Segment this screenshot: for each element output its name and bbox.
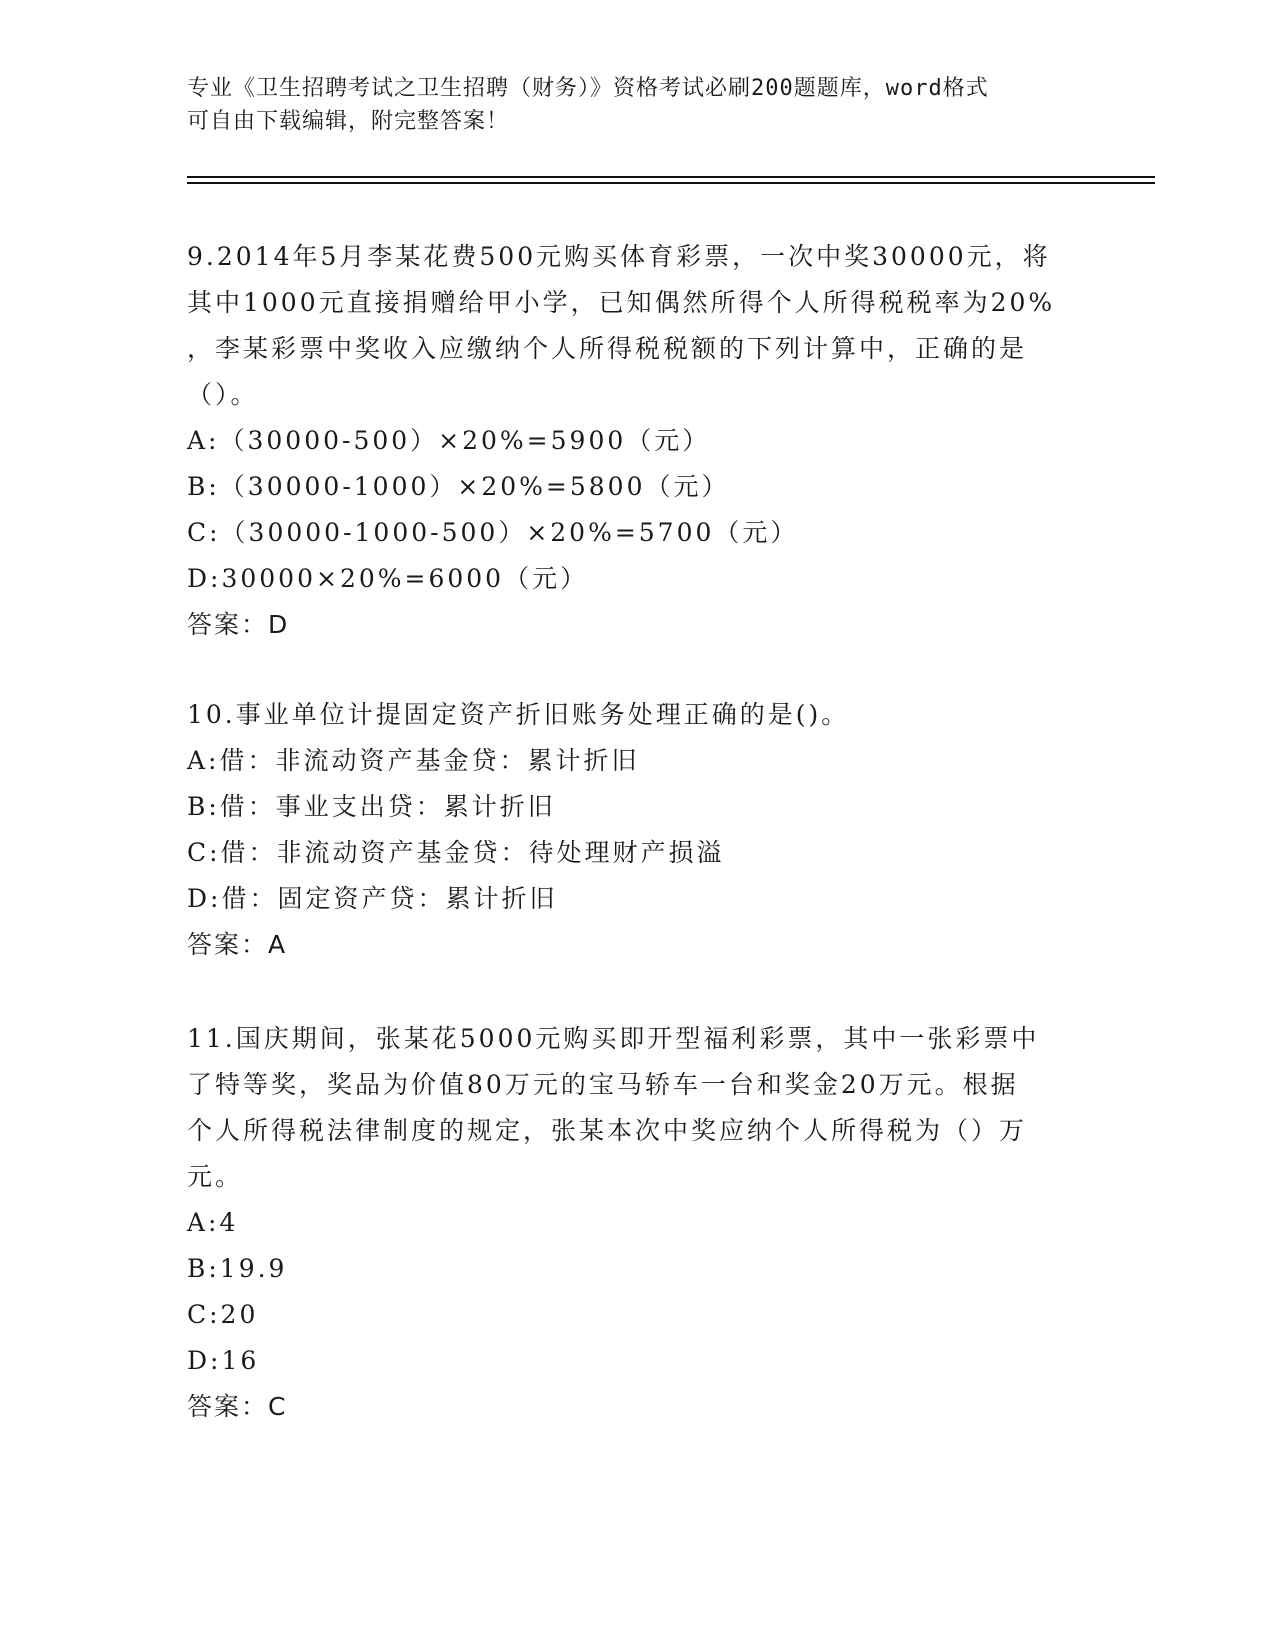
option-b: B:19.9 [187,1254,288,1283]
option-c: C:（30000-1000-500）×20%=5700（元） [187,518,799,547]
option-c: C:20 [187,1300,259,1329]
question-stem-line: 其中1000元直接捐赠给甲小学，已知偶然所得个人所得税税率为20% [187,288,1056,317]
question-block [187,692,1067,968]
option-d: D:16 [187,1346,260,1375]
option-b: B:借：事业支出贷：累计折旧 [187,792,556,821]
header-line: 可自由下载编辑，附完整答案！ [187,109,510,134]
option-a: A:4 [187,1208,239,1237]
option-a: A:借：非流动资产基金贷：累计折旧 [187,746,640,775]
question-stem-line: ，李某彩票中奖收入应缴纳个人所得税税额的下列计算中，正确的是 [187,334,1028,363]
document-header [187,72,1087,138]
question-stem-line: 10.事业单位计提固定资产折旧账务处理正确的是()。 [187,700,850,729]
question-stem-line: 11.国庆期间，张某花5000元购买即开型福利彩票，其中一张彩票中 [187,1024,1040,1053]
option-d: D:30000×20%=6000（元） [187,564,589,593]
answer-line: 答案：C [187,1392,288,1421]
header-line: 专业《卫生招聘考试之卫生招聘（财务）》资格考试必刷200题题库，word格式 [187,76,989,101]
question-stem-line: 个人所得税法律制度的规定，张某本次中奖应纳个人所得税为（）万 [187,1116,1028,1145]
option-a: A:（30000-500）×20%=5900（元） [187,426,711,455]
question-stem-line: 元。 [187,1162,244,1191]
question-stem-line: 9.2014年5月李某花费500元购买体育彩票，一次中奖30000元，将 [187,242,1051,271]
option-b: B:（30000-1000）×20%=5800（元） [187,472,730,501]
option-c: C:借：非流动资产基金贷：待处理财产损溢 [187,838,725,867]
question-stem-line: 了特等奖，奖品为价值80万元的宝马轿车一台和奖金20万元。根据 [187,1070,1019,1099]
option-d: D:借：固定资产贷：累计折旧 [187,884,558,913]
question-stem-line: （）。 [187,380,259,409]
header-divider [187,176,1155,178]
header-divider [187,182,1155,184]
answer-line: 答案：D [187,610,290,639]
question-block [187,234,1067,648]
question-block [187,1016,1067,1430]
answer-line: 答案：A [187,930,288,959]
